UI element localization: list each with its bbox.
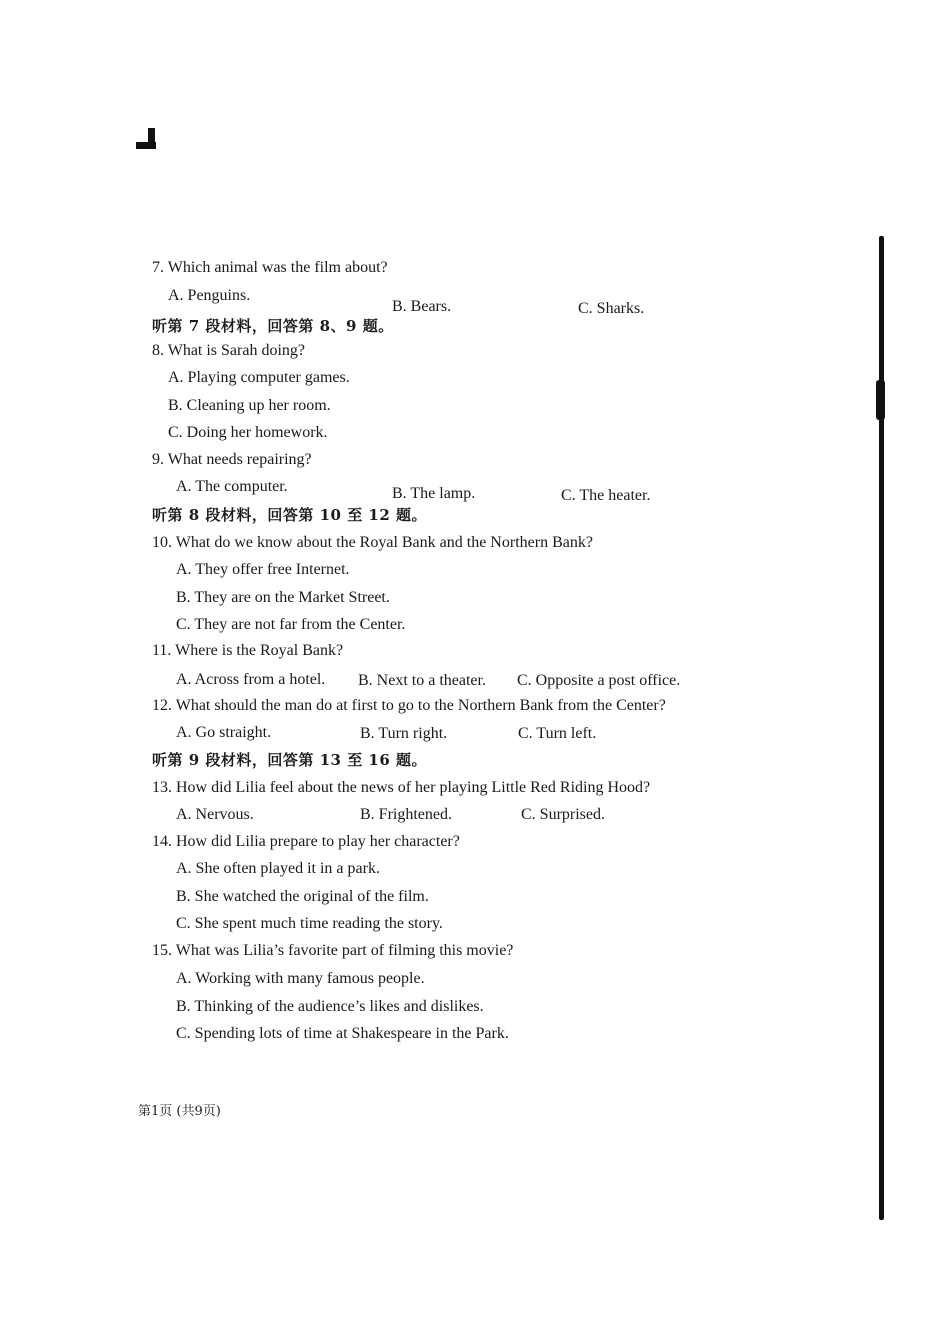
question-11-option-b: B. Next to a theater. xyxy=(358,672,486,689)
question-14-stem: 14. How did Lilia prepare to play her character? xyxy=(152,833,460,850)
question-8-stem: 8. What is Sarah doing? xyxy=(152,342,306,359)
section-8-instruction: 听第 8 段材料，回答第 10 至 12 题。 xyxy=(152,506,428,524)
question-10-stem: 10. What do we know about the Royal Bank and the Northern Bank? xyxy=(152,534,593,551)
section-9-instruction: 听第 9 段材料，回答第 13 至 16 题。 xyxy=(152,751,428,769)
section-7-instruction: 听第 7 段材料，回答第 8、9 题。 xyxy=(152,317,394,335)
question-7-stem: 7. Which animal was the film about? xyxy=(152,259,388,276)
question-14-option-c: C. She spent much time reading the story. xyxy=(176,915,443,932)
question-9-stem: 9. What needs repairing? xyxy=(152,451,312,468)
question-10-option-a: A. They offer free Internet. xyxy=(176,561,350,578)
question-15-option-a: A. Working with many famous people. xyxy=(176,970,425,987)
question-8-option-a: A. Playing computer games. xyxy=(168,369,350,386)
question-13-option-c: C. Surprised. xyxy=(521,806,605,823)
question-7-option-b: B. Bears. xyxy=(392,298,452,315)
question-12-option-a: A. Go straight. xyxy=(176,724,272,741)
question-9-option-c: C. The heater. xyxy=(561,487,651,504)
question-12-option-c: C. Turn left. xyxy=(518,725,597,742)
question-12-stem: 12. What should the man do at first to go to the Northern Bank from the Center? xyxy=(152,697,666,714)
question-7-option-c: C. Sharks. xyxy=(578,300,645,317)
question-12-option-b: B. Turn right. xyxy=(360,725,448,742)
question-7-option-a: A. Penguins. xyxy=(168,287,251,304)
question-15-option-b: B. Thinking of the audience’s likes and dislikes. xyxy=(176,998,484,1015)
question-8-option-c: C. Doing her homework. xyxy=(168,424,328,441)
question-10-option-c: C. They are not far from the Center. xyxy=(176,616,406,633)
question-13-stem: 13. How did Lilia feel about the news of her playing Little Red Riding Hood? xyxy=(152,779,651,796)
question-9-option-b: B. The lamp. xyxy=(392,485,476,502)
binding-edge-notch xyxy=(876,380,885,420)
question-14-option-a: A. She often played it in a park. xyxy=(176,860,380,877)
question-9-option-a: A. The computer. xyxy=(176,478,288,495)
corner-registration-mark xyxy=(136,128,158,150)
question-8-option-b: B. Cleaning up her room. xyxy=(168,397,331,414)
question-11-option-a: A. Across from a hotel. xyxy=(176,671,326,688)
question-13-option-a: A. Nervous. xyxy=(176,806,254,823)
page-number-footer: 第1页 (共9页) xyxy=(138,1104,221,1119)
question-11-option-c: C. Opposite a post office. xyxy=(517,672,681,689)
question-11-stem: 11. Where is the Royal Bank? xyxy=(152,642,344,659)
question-10-option-b: B. They are on the Market Street. xyxy=(176,589,390,606)
question-15-stem: 15. What was Lilia’s favorite part of filming this movie? xyxy=(152,942,514,959)
question-14-option-b: B. She watched the original of the film. xyxy=(176,888,429,905)
question-15-option-c: C. Spending lots of time at Shakespeare in the Park. xyxy=(176,1025,509,1042)
question-13-option-b: B. Frightened. xyxy=(360,806,452,823)
